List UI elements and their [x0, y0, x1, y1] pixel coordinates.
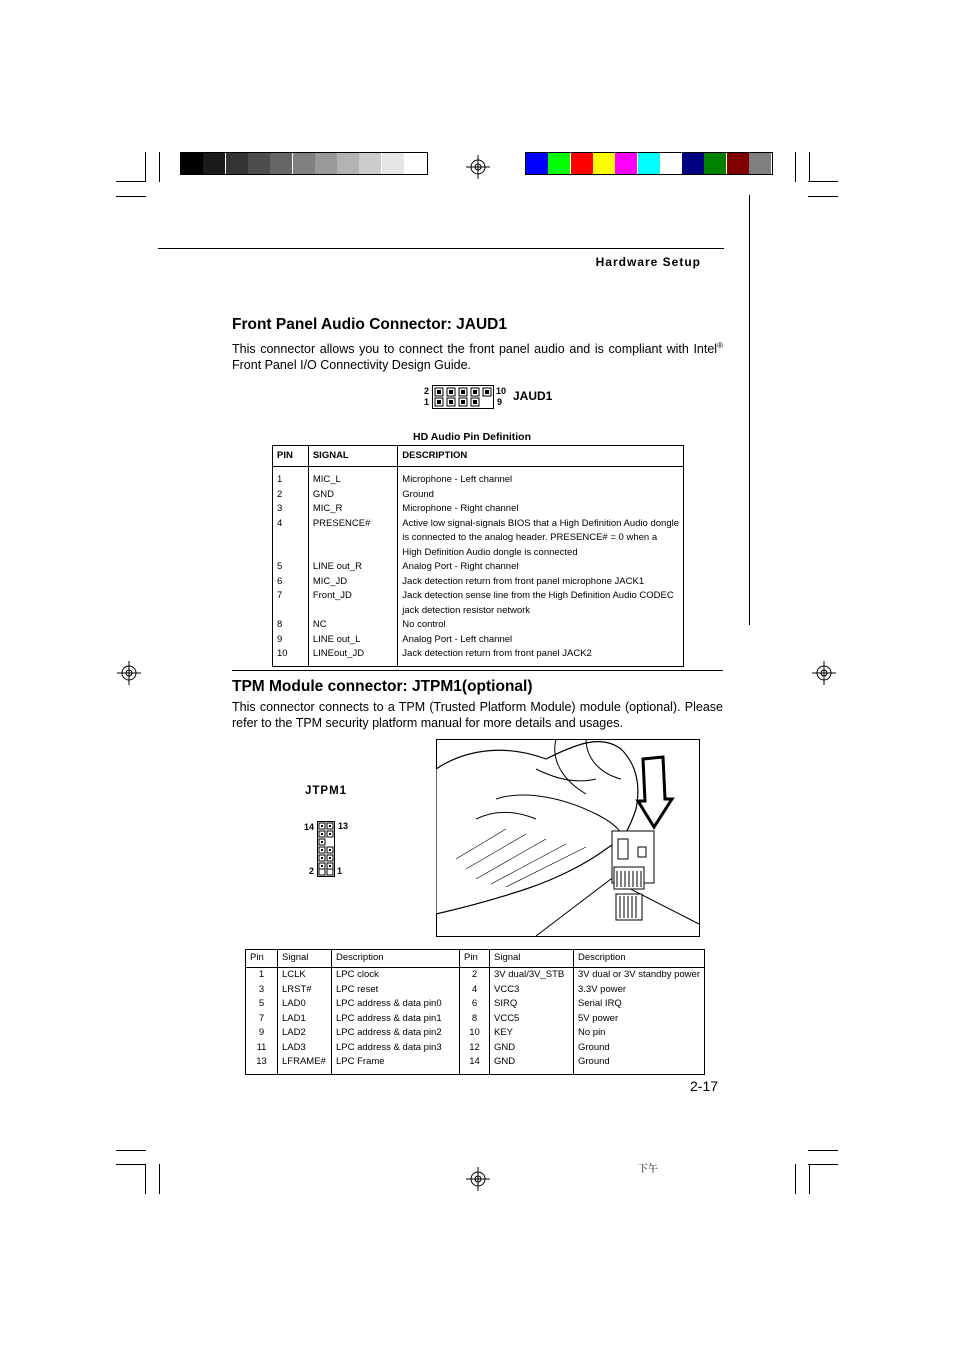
gray-bar-border: [180, 152, 428, 175]
description-cell: Ground: [578, 1041, 610, 1053]
signal-cell: LAD1: [282, 1012, 306, 1024]
table-header-cell: Pin: [460, 950, 490, 968]
pin-cell: 2: [471, 969, 478, 980]
pin-cell: 6: [471, 998, 478, 1009]
jtpm-connector-label: JTPM1: [305, 785, 348, 797]
jaud-pin-label: 2: [424, 386, 430, 396]
signal-cell: Front_JD: [312, 590, 352, 601]
tpm-pin-label: 2: [309, 866, 315, 876]
signal-cell: LFRAME#: [282, 1056, 326, 1067]
description-cell: Ground: [578, 1056, 610, 1067]
jaud-intro: This connector allows you to connect the front panel audio and is compliant with Intel® Front Panel I/O Connectivity Design Guide.: [232, 341, 723, 373]
tpm-pin-table: [245, 949, 705, 1075]
signal-cell: LAD0: [282, 998, 306, 1009]
description-cell: Active low signal-signals BIOS that a High Definition Audio dongle: [402, 517, 679, 529]
pin-cell: 4: [277, 517, 283, 529]
description-cell: jack detection resistor network: [402, 604, 531, 616]
pin-column: [460, 968, 490, 1075]
description-cell: Microphone - Left channel: [402, 474, 513, 485]
signal-cell: LAD2: [282, 1027, 306, 1038]
tpm-pin-label: 1: [337, 866, 343, 876]
jaud-connector-label: JAUD1: [513, 389, 553, 403]
signal-cell: GND: [312, 488, 334, 500]
section-divider: [232, 670, 723, 671]
signal-cell: LCLK: [282, 969, 306, 980]
signal-cell: VCC5: [494, 1012, 520, 1024]
table-header-cell: PIN: [273, 446, 309, 467]
signal-cell: MIC_R: [312, 503, 343, 514]
signal-cell: LINE out_R: [312, 561, 362, 572]
pin-cell: 8: [277, 619, 283, 630]
spacer: [313, 604, 393, 619]
spacer: [313, 531, 393, 546]
pin-cell: 9: [258, 1027, 265, 1038]
pin-cell: 11: [256, 1041, 267, 1053]
footer-mark: 下午: [638, 1164, 658, 1175]
signal-cell: MIC_JD: [312, 575, 348, 587]
description-column: [398, 467, 684, 667]
signal-cell: LAD3: [282, 1041, 306, 1053]
description-cell: Analog Port - Left channel: [402, 633, 513, 645]
pin-cell: 10: [277, 648, 288, 659]
jaud-table-title: HD Audio Pin Definition: [413, 431, 532, 443]
tpm-pin-label: 13: [338, 821, 349, 831]
description-cell: Jack detection return from front panel JACK2: [402, 648, 592, 659]
spacer: [277, 604, 304, 619]
table-header-cell: Pin: [246, 950, 278, 968]
pin-cell: 4: [471, 983, 478, 995]
signal-cell: VCC3: [494, 983, 520, 995]
pin-cell: 12: [469, 1041, 480, 1053]
registration-mark-icon: [812, 661, 836, 685]
pin-cell: 5: [258, 998, 265, 1009]
signal-cell: NC: [312, 619, 327, 630]
description-cell: is connected to the analog header. PRESENCE# = 0 when a: [402, 532, 658, 543]
description-cell: 3V dual or 3V standby power: [578, 969, 700, 980]
pin-header-icon: [432, 385, 494, 409]
table-header-cell: SIGNAL: [308, 446, 397, 467]
description-cell: Ground: [402, 488, 434, 500]
description-cell: LPC reset: [336, 983, 379, 995]
color-bar-border: [525, 152, 773, 175]
registration-mark-icon: [466, 155, 490, 179]
description-cell: High Definition Audio dongle is connected: [402, 546, 578, 558]
description-cell: 3.3V power: [578, 983, 627, 995]
pin-cell: 1: [277, 474, 283, 485]
table-header-cell: Description: [574, 950, 705, 968]
pin-column: [273, 467, 309, 667]
signal-cell: LINEout_JD: [312, 648, 365, 659]
table-header-cell: Description: [332, 950, 460, 968]
section-title-tpm: TPM Module connector: JTPM1(optional): [232, 678, 533, 695]
spacer: [277, 531, 304, 546]
jaud-pin-label: 10: [496, 386, 507, 396]
pin-cell: 7: [258, 1012, 265, 1024]
header-rule: [158, 248, 724, 249]
spacer: [277, 546, 304, 561]
description-cell: LPC clock: [336, 969, 379, 980]
running-header: Hardware Setup: [595, 255, 701, 269]
description-cell: Jack detection return from front panel microphone JACK1: [402, 575, 645, 587]
pin-cell: 5: [277, 561, 283, 572]
description-cell: No control: [402, 619, 446, 630]
description-cell: No pin: [578, 1027, 606, 1038]
jaud-pin-table: [272, 445, 684, 667]
pin-cell: 3: [277, 503, 283, 514]
pin-cell: 7: [277, 590, 283, 601]
pin-cell: 6: [277, 575, 283, 587]
description-cell: Analog Port - Right channel: [402, 561, 519, 572]
table-header-cell: DESCRIPTION: [398, 446, 684, 467]
tpm-intro: This connector connects to a TPM (Trusted Platform Module) module (optional). Please refer to the TPM security platform manual for more details and usages.: [232, 700, 723, 730]
tpm-install-illustration: [436, 739, 700, 937]
description-cell: 5V power: [578, 1012, 619, 1024]
registration-mark-icon: [117, 661, 141, 685]
description-cell: Jack detection sense line from the High Definition Audio CODEC: [402, 590, 674, 601]
table-header-row: [246, 950, 705, 968]
signal-cell: PRESENCE#: [312, 517, 371, 529]
description-cell: LPC address & data pin2: [336, 1027, 442, 1038]
registration-mark-icon: [466, 1167, 490, 1191]
description-cell: LPC Frame: [336, 1056, 385, 1067]
pin-cell: 9: [277, 633, 283, 645]
table-header-cell: Signal: [490, 950, 574, 968]
signal-cell: 3V dual/3V_STB: [494, 969, 565, 980]
description-cell: Serial IRQ: [578, 998, 622, 1009]
signal-cell: LINE out_L: [312, 633, 361, 645]
tpm-pin-label: 14: [304, 822, 315, 832]
spacer: [313, 546, 393, 561]
jaud-pin-label: 9: [497, 397, 503, 407]
signal-cell: GND: [494, 1041, 516, 1053]
pin-cell: 2: [277, 488, 283, 500]
pin-cell: 1: [258, 969, 265, 980]
description-cell: Microphone - Right channel: [402, 503, 519, 514]
section-title-jaud: Front Panel Audio Connector: JAUD1: [232, 316, 507, 333]
jaud-pin-label: 1: [424, 397, 430, 407]
pin-cell: 13: [256, 1056, 267, 1067]
table-header-cell: Signal: [278, 950, 332, 968]
table-header-row: [273, 446, 684, 467]
signal-column: [490, 968, 574, 1075]
tpm-pin-header-icon: [317, 821, 335, 877]
description-cell: LPC address & data pin1: [336, 1012, 442, 1024]
signal-column: [308, 467, 397, 667]
signal-cell: SIRQ: [494, 998, 518, 1009]
signal-cell: KEY: [494, 1027, 514, 1038]
signal-cell: MIC_L: [312, 474, 341, 485]
pin-cell: 10: [469, 1027, 480, 1038]
description-column: [574, 968, 705, 1075]
description-cell: LPC address & data pin3: [336, 1041, 442, 1053]
pin-cell: 8: [471, 1012, 478, 1024]
signal-column: [278, 968, 332, 1075]
description-cell: LPC address & data pin0: [336, 998, 442, 1009]
signal-cell: GND: [494, 1056, 516, 1067]
description-column: [332, 968, 460, 1075]
signal-cell: LRST#: [282, 983, 312, 995]
page-number: 2-17: [690, 1078, 719, 1094]
pin-cell: 14: [469, 1056, 480, 1067]
pin-cell: 3: [258, 983, 265, 995]
pin-column: [246, 968, 278, 1075]
